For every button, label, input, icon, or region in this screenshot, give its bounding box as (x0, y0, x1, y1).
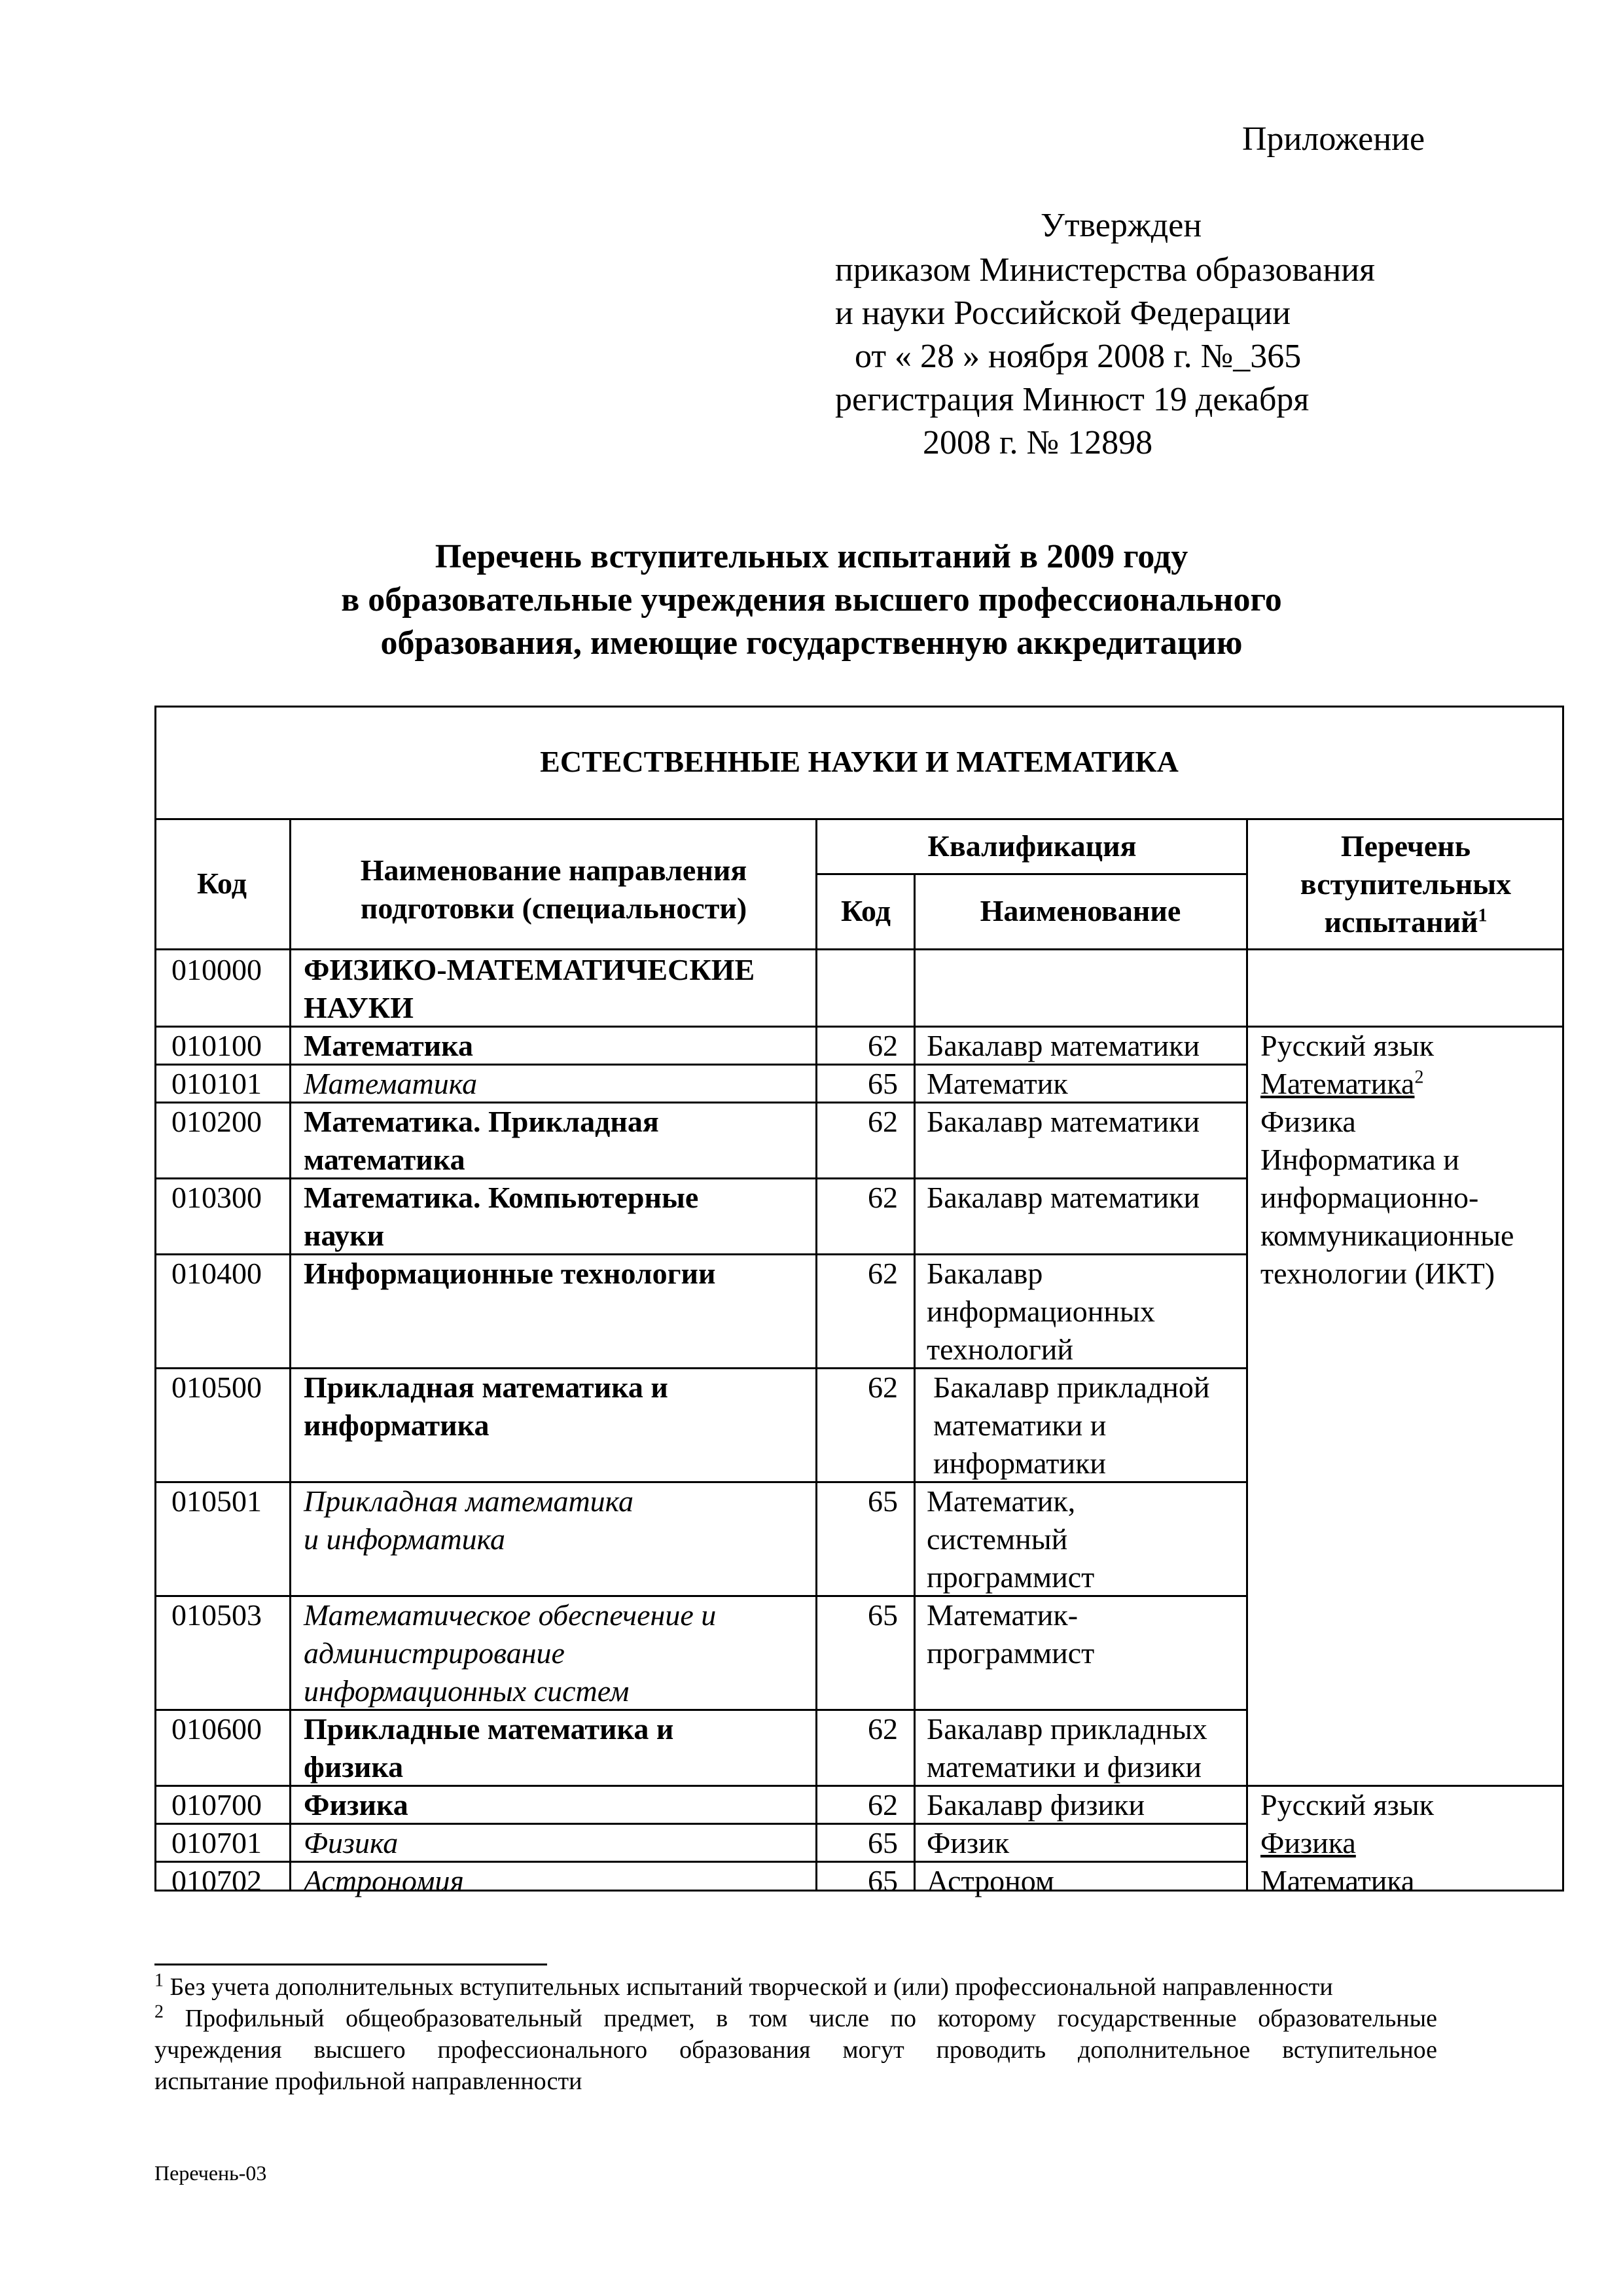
row-name: Математика (304, 1067, 478, 1100)
row-name: Физика (304, 1826, 399, 1859)
exam-item: Русский язык (1260, 1029, 1435, 1062)
row-name (304, 1103, 814, 1179)
row-code: 010702 (171, 1864, 262, 1897)
row-qual-name (933, 1369, 1243, 1482)
row-qual-name: Астроном (927, 1864, 1055, 1897)
row-qual-name: Физик (927, 1826, 1010, 1859)
title-line-3: образования, имеющие государственную аккредитацию (380, 624, 1243, 662)
row-name-line: администрирование (304, 1636, 565, 1670)
exam-item: Математика (1260, 1864, 1415, 1897)
row-code: 010501 (171, 1484, 262, 1518)
footnote-mark: 2 (154, 2001, 164, 2022)
row-name-line: Прикладная математика и (304, 1371, 668, 1404)
col-divider (289, 818, 291, 1892)
row-qual-name: Бакалавр физики (927, 1788, 1145, 1821)
row-code: 010101 (171, 1067, 262, 1100)
header-qual-code: Код (840, 894, 891, 927)
row-qual-code: 62 (868, 1788, 898, 1821)
row-qual-name: Бакалавр математики (927, 1181, 1200, 1214)
row-name (304, 1369, 814, 1444)
header-qual-name: Наименование (980, 894, 1181, 927)
order-line-1: приказом Министерства образования (835, 251, 1376, 289)
row-name-line: физика (304, 1750, 404, 1784)
row-qual-name-line: информатики (933, 1446, 1107, 1480)
row-name (304, 951, 814, 1027)
exams-list-1 (1260, 1027, 1561, 1293)
appendix-label: Приложение (1242, 120, 1425, 158)
exam-item: Физика (1260, 1105, 1356, 1138)
page-footer: Перечень-03 (154, 2161, 267, 2185)
table-border (154, 706, 1564, 708)
row-name-line: науки (304, 1219, 385, 1252)
header-exams-line-1: Перечень (1340, 829, 1471, 863)
row-name (304, 1482, 814, 1558)
row-qual-code: 62 (868, 1029, 898, 1062)
row-divider (815, 873, 1247, 875)
row-name-line: ФИЗИКО-МАТЕМАТИЧЕСКИЕ (304, 953, 755, 986)
exam-item: Русский язык (1260, 1788, 1435, 1821)
row-code: 010500 (171, 1371, 262, 1404)
row-code: 010000 (171, 953, 262, 986)
header-code: Код (196, 867, 247, 900)
footnote-mark: 1 (154, 1970, 164, 1991)
document-title (0, 535, 1623, 665)
row-divider (154, 818, 1564, 820)
row-qual-name-line: Бакалавр прикладной (933, 1371, 1210, 1404)
row-name-line: информационных систем (304, 1674, 630, 1708)
row-qual-code: 65 (868, 1864, 898, 1897)
row-name-line: и информатика (304, 1522, 506, 1556)
row-qual-name-line: системный (927, 1522, 1068, 1556)
exam-item: технологии (ИКТ) (1260, 1257, 1495, 1290)
row-qual-name (927, 1596, 1241, 1672)
header-exams-text: испытаний (1324, 905, 1478, 939)
row-qual-name-line: Математик- (927, 1598, 1079, 1632)
row-code: 010100 (171, 1029, 262, 1062)
footnote-2-line-2: учреждения высшего профессионального образования могут проводить дополнительное вступительное (154, 2036, 1437, 2064)
row-divider (154, 948, 1564, 950)
row-qual-name-line: Бакалавр прикладных (927, 1712, 1207, 1746)
row-code: 010400 (171, 1257, 262, 1290)
row-name-line: Прикладная математика (304, 1484, 634, 1518)
header-name-line-1: Наименование направления (360, 853, 747, 887)
footnote-1 (154, 1971, 1437, 2003)
header-exams-line-3 (1247, 903, 1564, 941)
exam-item: коммуникационные (1260, 1219, 1514, 1252)
row-qual-code: 62 (868, 1257, 898, 1290)
row-name (304, 1179, 814, 1255)
row-qual-name-line: математики и (933, 1408, 1107, 1442)
row-name-line: Математика. Прикладная (304, 1105, 659, 1138)
row-qual-name-line: Математик, (927, 1484, 1076, 1518)
footnote-separator (154, 1964, 547, 1965)
registration-line-2: 2008 г. № 12898 (923, 424, 1153, 461)
row-qual-name: Бакалавр математики (927, 1029, 1200, 1062)
row-qual-name: Математик (927, 1067, 1068, 1100)
footnote-ref-1: 1 (1478, 905, 1488, 926)
registration-line-1: регистрация Минюст 19 декабря (835, 381, 1310, 418)
row-name-line: математика (304, 1143, 465, 1176)
order-date: от « 28 » ноября 2008 г. №_365 (855, 338, 1302, 375)
row-qual-code: 65 (868, 1598, 898, 1632)
row-name: Физика (304, 1788, 408, 1821)
header-name-line-2: подготовки (специальности) (360, 891, 747, 925)
row-name (304, 1596, 814, 1710)
row-qual-code: 62 (868, 1105, 898, 1138)
row-name (304, 1710, 814, 1786)
row-name: Информационные технологии (304, 1257, 716, 1290)
exam-item-profile: Физика (1260, 1826, 1356, 1859)
row-code: 010600 (171, 1712, 262, 1746)
row-qual-name (927, 1482, 1241, 1596)
section-title: ЕСТЕСТВЕННЫЕ НАУКИ И МАТЕМАТИКА (540, 745, 1179, 778)
row-qual-name-line: математики и физики (927, 1750, 1202, 1784)
order-line-2: и науки Российской Федерации (835, 295, 1291, 332)
header-name (292, 852, 815, 927)
row-code: 010700 (171, 1788, 262, 1821)
exam-item-profile (1260, 1065, 1561, 1103)
exam-item: информационно- (1260, 1181, 1479, 1214)
row-code: 010200 (171, 1105, 262, 1138)
row-qual-code: 65 (868, 1067, 898, 1100)
row-qual-name: Бакалавр математики (927, 1105, 1200, 1138)
row-qual-code: 65 (868, 1826, 898, 1859)
row-qual-name-line: программист (927, 1560, 1095, 1594)
footnote-text: Без учета дополнительных вступительных испытаний творческой и (или) профессиональной направленности (169, 1973, 1333, 2001)
row-code: 010300 (171, 1181, 262, 1214)
row-code: 010503 (171, 1598, 262, 1632)
footnote-2-line-1 (154, 2003, 1437, 2034)
row-name-line: информатика (304, 1408, 490, 1442)
exam-item: Информатика и (1260, 1143, 1459, 1176)
footnote-text: Профильный общеобразовательный предмет, в том числе по которому государственные образовательные (185, 2005, 1438, 2032)
header-qualification: Квалификация (927, 829, 1137, 863)
approved-label: Утвержден (1041, 207, 1202, 244)
footnote-2-line-3: испытание профильной направленности (154, 2068, 582, 2095)
row-code: 010701 (171, 1826, 262, 1859)
title-line-1: Перечень вступительных испытаний в 2009 году (435, 538, 1188, 575)
row-qual-name (927, 1710, 1243, 1786)
row-qual-code: 62 (868, 1371, 898, 1404)
row-name: Математика (304, 1029, 473, 1062)
col-divider (1246, 818, 1248, 1892)
row-qual-code: 62 (868, 1712, 898, 1746)
footnote-ref-2: 2 (1414, 1067, 1424, 1088)
row-qual-code: 65 (868, 1484, 898, 1518)
exam-item-text: Математика (1260, 1067, 1415, 1100)
row-qual-name-line: информационных (927, 1295, 1155, 1328)
header-exams (1247, 827, 1564, 941)
row-qual-name-line: Бакалавр (927, 1257, 1043, 1290)
row-name-line: Математическое обеспечение и (304, 1598, 717, 1632)
exams-table (154, 706, 1564, 1897)
header-exams-line-2: вступительных (1300, 867, 1512, 901)
row-name-line: Математика. Компьютерные (304, 1181, 699, 1214)
row-qual-code: 62 (868, 1181, 898, 1214)
row-name: Астрономия (304, 1864, 464, 1897)
title-line-2: в образовательные учреждения высшего профессионального (341, 581, 1282, 619)
row-qual-name (927, 1255, 1241, 1369)
row-qual-name-line: технологий (927, 1333, 1073, 1366)
row-qual-name-line: программист (927, 1636, 1095, 1670)
row-name-line: НАУКИ (304, 991, 414, 1024)
exams-list-2 (1260, 1786, 1561, 1900)
row-name-line: Прикладные математика и (304, 1712, 674, 1746)
